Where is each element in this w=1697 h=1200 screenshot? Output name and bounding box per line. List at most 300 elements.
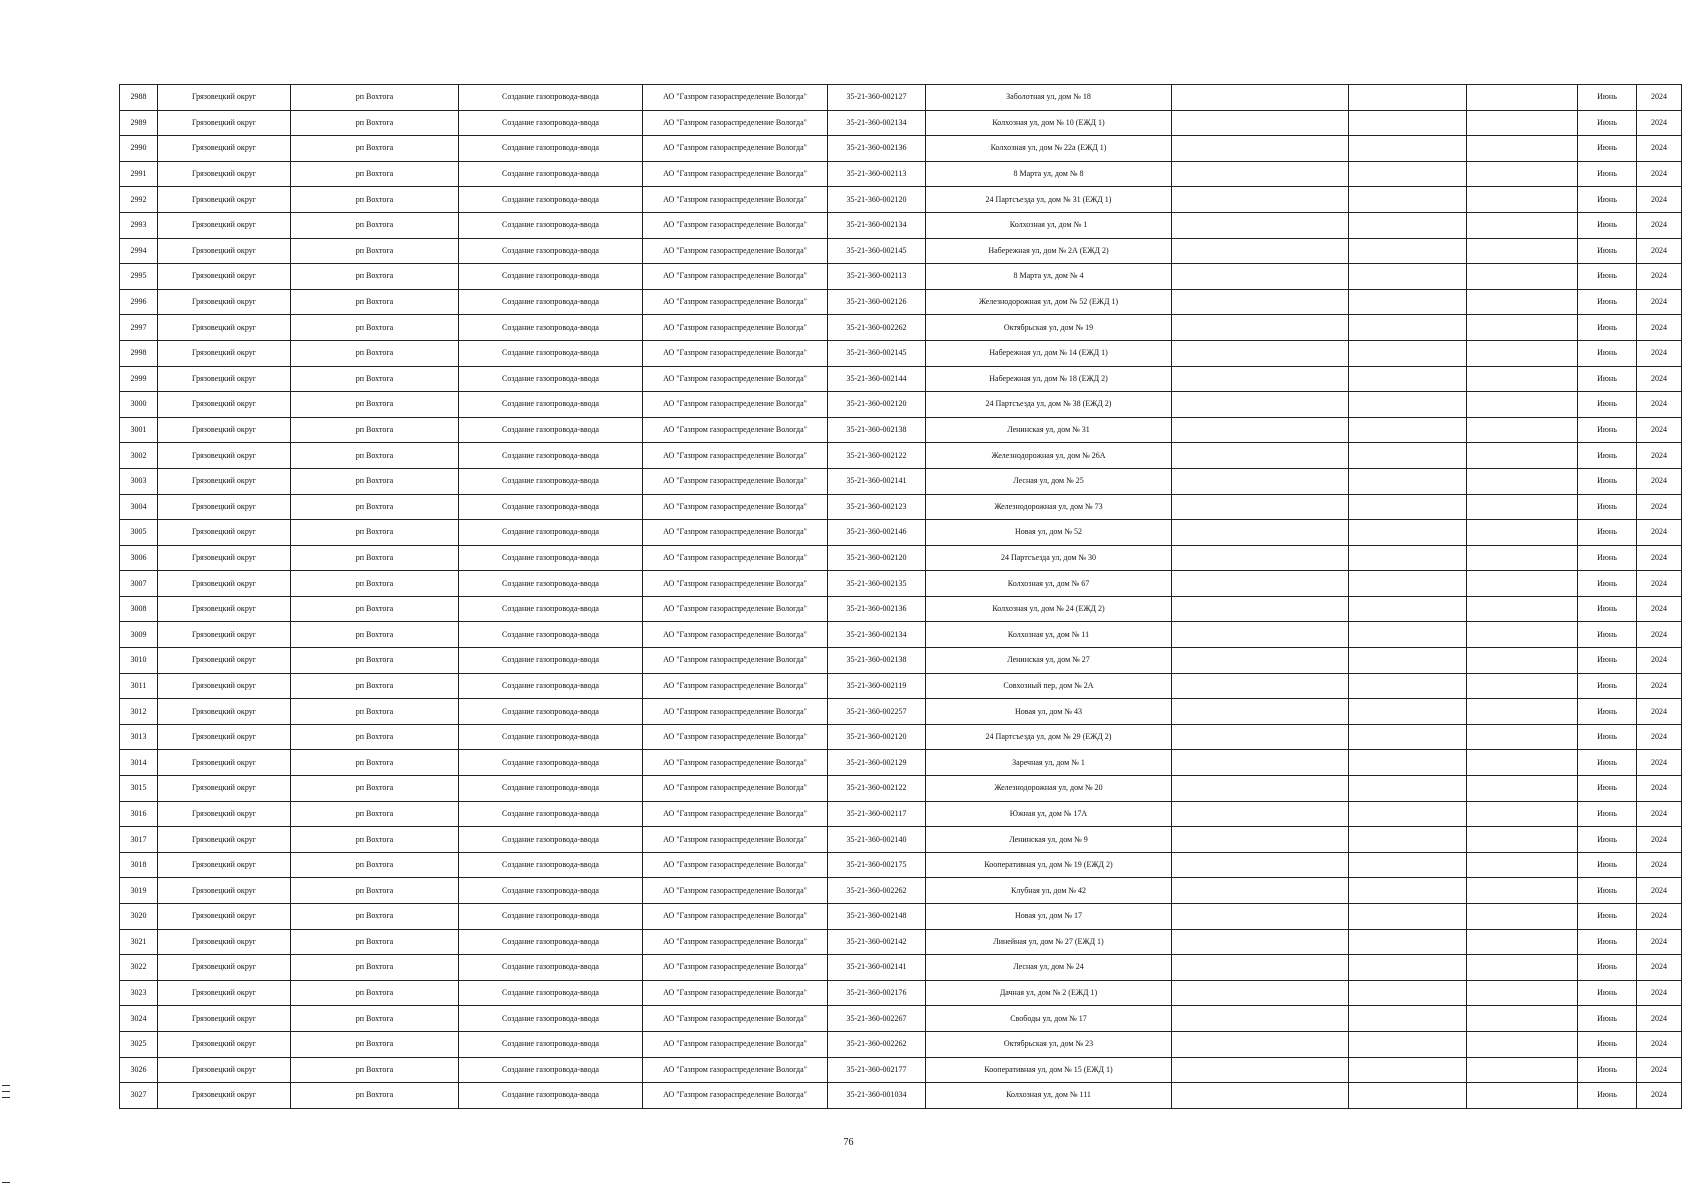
cell-registry-number: 35-21-360-002120	[828, 545, 926, 571]
cell-empty-col-1	[1172, 392, 1349, 418]
cell-row-number: 3006	[120, 545, 158, 571]
cell-registry-number: 35-21-360-002145	[828, 340, 926, 366]
cell-empty-col-2	[1349, 571, 1467, 597]
cell-settlement: рп Вохтога	[291, 980, 459, 1006]
cell-row-number: 3027	[120, 1083, 158, 1109]
cell-empty-col-2	[1349, 1031, 1467, 1057]
cell-organization: АО "Газпром газораспределение Вологда"	[643, 673, 828, 699]
cell-empty-col-2	[1349, 724, 1467, 750]
cell-month: Июнь	[1578, 827, 1637, 853]
cell-empty-col-1	[1172, 827, 1349, 853]
cell-district: Грязовецкий округ	[158, 494, 291, 520]
cell-empty-col-2	[1349, 136, 1467, 162]
cell-empty-col-3	[1467, 878, 1578, 904]
cell-district: Грязовецкий округ	[158, 212, 291, 238]
cell-organization: АО "Газпром газораспределение Вологда"	[643, 161, 828, 187]
cell-work-type: Создание газопровода-ввода	[459, 622, 643, 648]
cell-registry-number: 35-21-360-002177	[828, 1057, 926, 1083]
cell-settlement: рп Вохтога	[291, 392, 459, 418]
cell-empty-col-1	[1172, 622, 1349, 648]
cell-registry-number: 35-21-360-002122	[828, 443, 926, 469]
cell-empty-col-3	[1467, 852, 1578, 878]
cell-empty-col-1	[1172, 852, 1349, 878]
table-row	[120, 110, 1682, 136]
cell-year: 2024	[1637, 1057, 1682, 1083]
cell-district: Грязовецкий округ	[158, 520, 291, 546]
cell-district: Грязовецкий округ	[158, 904, 291, 930]
table-row	[120, 571, 1682, 597]
cell-year: 2024	[1637, 929, 1682, 955]
cell-month: Июнь	[1578, 264, 1637, 290]
cell-empty-col-2	[1349, 520, 1467, 546]
cell-row-number: 3016	[120, 801, 158, 827]
cell-address: Лесная ул, дом № 24	[926, 955, 1172, 981]
cell-row-number: 3023	[120, 980, 158, 1006]
cell-empty-col-2	[1349, 340, 1467, 366]
cell-settlement: рп Вохтога	[291, 520, 459, 546]
cell-row-number: 2989	[120, 110, 158, 136]
table-row	[120, 85, 1682, 111]
cell-year: 2024	[1637, 494, 1682, 520]
cell-empty-col-1	[1172, 264, 1349, 290]
cell-work-type: Создание газопровода-ввода	[459, 1031, 643, 1057]
cell-registry-number: 35-21-360-002176	[828, 980, 926, 1006]
cell-organization: АО "Газпром газораспределение Вологда"	[643, 1006, 828, 1032]
cell-registry-number: 35-21-360-002127	[828, 85, 926, 111]
cell-address: Новая ул, дом № 52	[926, 520, 1172, 546]
cell-settlement: рп Вохтога	[291, 571, 459, 597]
cell-address: Свободы ул, дом № 17	[926, 1006, 1172, 1032]
cell-row-number: 3019	[120, 878, 158, 904]
cell-settlement: рп Вохтога	[291, 468, 459, 494]
cell-empty-col-3	[1467, 443, 1578, 469]
cell-month: Июнь	[1578, 392, 1637, 418]
cell-organization: АО "Газпром газораспределение Вологда"	[643, 264, 828, 290]
cell-empty-col-2	[1349, 392, 1467, 418]
cell-registry-number: 35-21-360-002120	[828, 187, 926, 213]
cell-settlement: рп Вохтога	[291, 801, 459, 827]
cell-empty-col-1	[1172, 545, 1349, 571]
cell-year: 2024	[1637, 443, 1682, 469]
cell-empty-col-1	[1172, 750, 1349, 776]
cell-month: Июнь	[1578, 904, 1637, 930]
cell-empty-col-3	[1467, 1006, 1578, 1032]
scan-edge-mark	[2, 1091, 10, 1092]
table-row	[120, 1057, 1682, 1083]
cell-organization: АО "Газпром газораспределение Вологда"	[643, 622, 828, 648]
cell-district: Грязовецкий округ	[158, 161, 291, 187]
cell-empty-col-3	[1467, 622, 1578, 648]
cell-empty-col-2	[1349, 238, 1467, 264]
cell-work-type: Создание газопровода-ввода	[459, 724, 643, 750]
cell-empty-col-3	[1467, 648, 1578, 674]
cell-work-type: Создание газопровода-ввода	[459, 648, 643, 674]
scan-edge-mark	[2, 1182, 10, 1183]
cell-empty-col-2	[1349, 852, 1467, 878]
cell-empty-col-1	[1172, 596, 1349, 622]
cell-district: Грязовецкий округ	[158, 1057, 291, 1083]
table-row	[120, 494, 1682, 520]
cell-month: Июнь	[1578, 238, 1637, 264]
cell-work-type: Создание газопровода-ввода	[459, 443, 643, 469]
cell-empty-col-2	[1349, 417, 1467, 443]
cell-empty-col-3	[1467, 264, 1578, 290]
cell-empty-col-2	[1349, 622, 1467, 648]
cell-registry-number: 35-21-360-002138	[828, 417, 926, 443]
cell-row-number: 3010	[120, 648, 158, 674]
cell-empty-col-2	[1349, 596, 1467, 622]
cell-year: 2024	[1637, 417, 1682, 443]
cell-address: Заречная ул, дом № 1	[926, 750, 1172, 776]
cell-work-type: Создание газопровода-ввода	[459, 904, 643, 930]
cell-year: 2024	[1637, 1083, 1682, 1109]
cell-year: 2024	[1637, 340, 1682, 366]
cell-row-number: 3014	[120, 750, 158, 776]
cell-month: Июнь	[1578, 289, 1637, 315]
cell-month: Июнь	[1578, 212, 1637, 238]
cell-registry-number: 35-21-360-002134	[828, 212, 926, 238]
cell-address: Железнодорожная ул, дом № 73	[926, 494, 1172, 520]
cell-empty-col-3	[1467, 110, 1578, 136]
cell-month: Июнь	[1578, 724, 1637, 750]
cell-district: Грязовецкий округ	[158, 673, 291, 699]
cell-month: Июнь	[1578, 340, 1637, 366]
cell-empty-col-3	[1467, 468, 1578, 494]
cell-empty-col-3	[1467, 673, 1578, 699]
cell-empty-col-3	[1467, 801, 1578, 827]
cell-registry-number: 35-21-360-002136	[828, 596, 926, 622]
table-body	[120, 85, 1682, 1109]
cell-registry-number: 35-21-360-002113	[828, 161, 926, 187]
table-row	[120, 750, 1682, 776]
cell-row-number: 3007	[120, 571, 158, 597]
cell-address: Южная ул, дом № 17А	[926, 801, 1172, 827]
cell-registry-number: 35-21-360-002257	[828, 699, 926, 725]
cell-empty-col-1	[1172, 955, 1349, 981]
cell-registry-number: 35-21-360-002129	[828, 750, 926, 776]
cell-row-number: 2998	[120, 340, 158, 366]
cell-address: 24 Партсъезда ул, дом № 29 (ЕЖД 2)	[926, 724, 1172, 750]
cell-year: 2024	[1637, 724, 1682, 750]
cell-district: Грязовецкий округ	[158, 417, 291, 443]
cell-empty-col-1	[1172, 494, 1349, 520]
cell-work-type: Создание газопровода-ввода	[459, 878, 643, 904]
cell-month: Июнь	[1578, 136, 1637, 162]
cell-settlement: рп Вохтога	[291, 673, 459, 699]
cell-district: Грязовецкий округ	[158, 443, 291, 469]
cell-row-number: 3017	[120, 827, 158, 853]
cell-empty-col-3	[1467, 750, 1578, 776]
cell-district: Грязовецкий округ	[158, 110, 291, 136]
cell-organization: АО "Газпром газораспределение Вологда"	[643, 904, 828, 930]
cell-empty-col-1	[1172, 1057, 1349, 1083]
cell-empty-col-2	[1349, 827, 1467, 853]
cell-year: 2024	[1637, 520, 1682, 546]
cell-empty-col-3	[1467, 136, 1578, 162]
cell-registry-number: 35-21-360-002267	[828, 1006, 926, 1032]
cell-district: Грязовецкий округ	[158, 852, 291, 878]
gasification-schedule-table	[119, 84, 1682, 1109]
cell-month: Июнь	[1578, 801, 1637, 827]
cell-month: Июнь	[1578, 1057, 1637, 1083]
cell-row-number: 3021	[120, 929, 158, 955]
cell-year: 2024	[1637, 136, 1682, 162]
cell-district: Грязовецкий округ	[158, 468, 291, 494]
cell-organization: АО "Газпром газораспределение Вологда"	[643, 494, 828, 520]
cell-month: Июнь	[1578, 494, 1637, 520]
cell-district: Грязовецкий округ	[158, 699, 291, 725]
cell-address: Кооперативная ул, дом № 15 (ЕЖД 1)	[926, 1057, 1172, 1083]
cell-empty-col-2	[1349, 545, 1467, 571]
table-row	[120, 468, 1682, 494]
cell-empty-col-1	[1172, 1006, 1349, 1032]
cell-organization: АО "Газпром газораспределение Вологда"	[643, 699, 828, 725]
cell-empty-col-2	[1349, 1083, 1467, 1109]
cell-empty-col-2	[1349, 699, 1467, 725]
cell-work-type: Создание газопровода-ввода	[459, 85, 643, 111]
cell-registry-number: 35-21-360-002262	[828, 1031, 926, 1057]
cell-address: 24 Партсъезда ул, дом № 31 (ЕЖД 1)	[926, 187, 1172, 213]
cell-empty-col-1	[1172, 673, 1349, 699]
cell-empty-col-1	[1172, 776, 1349, 802]
cell-empty-col-2	[1349, 212, 1467, 238]
cell-row-number: 3013	[120, 724, 158, 750]
cell-settlement: рп Вохтога	[291, 596, 459, 622]
cell-month: Июнь	[1578, 110, 1637, 136]
cell-work-type: Создание газопровода-ввода	[459, 1083, 643, 1109]
cell-address: Лесная ул, дом № 25	[926, 468, 1172, 494]
cell-district: Грязовецкий округ	[158, 596, 291, 622]
cell-registry-number: 35-21-360-002117	[828, 801, 926, 827]
cell-address: Октябрьская ул, дом № 23	[926, 1031, 1172, 1057]
cell-empty-col-1	[1172, 340, 1349, 366]
cell-empty-col-3	[1467, 161, 1578, 187]
cell-registry-number: 35-21-360-002142	[828, 929, 926, 955]
cell-month: Июнь	[1578, 417, 1637, 443]
cell-settlement: рп Вохтога	[291, 1083, 459, 1109]
cell-registry-number: 35-21-360-002120	[828, 392, 926, 418]
cell-organization: АО "Газпром газораспределение Вологда"	[643, 545, 828, 571]
cell-empty-col-2	[1349, 904, 1467, 930]
cell-work-type: Создание газопровода-ввода	[459, 980, 643, 1006]
cell-work-type: Создание газопровода-ввода	[459, 187, 643, 213]
cell-row-number: 2990	[120, 136, 158, 162]
cell-year: 2024	[1637, 648, 1682, 674]
cell-registry-number: 35-21-360-002141	[828, 955, 926, 981]
cell-settlement: рп Вохтога	[291, 110, 459, 136]
cell-work-type: Создание газопровода-ввода	[459, 1006, 643, 1032]
cell-organization: АО "Газпром газораспределение Вологда"	[643, 136, 828, 162]
cell-work-type: Создание газопровода-ввода	[459, 571, 643, 597]
cell-organization: АО "Газпром газораспределение Вологда"	[643, 187, 828, 213]
cell-address: 24 Партсъезда ул, дом № 30	[926, 545, 1172, 571]
cell-address: Линейная ул, дом № 27 (ЕЖД 1)	[926, 929, 1172, 955]
cell-row-number: 3025	[120, 1031, 158, 1057]
cell-year: 2024	[1637, 955, 1682, 981]
cell-month: Июнь	[1578, 878, 1637, 904]
cell-district: Грязовецкий округ	[158, 571, 291, 597]
page-number: 76	[843, 1137, 854, 1148]
cell-month: Июнь	[1578, 929, 1637, 955]
cell-empty-col-1	[1172, 85, 1349, 111]
cell-year: 2024	[1637, 264, 1682, 290]
cell-district: Грязовецкий округ	[158, 827, 291, 853]
cell-empty-col-3	[1467, 417, 1578, 443]
cell-empty-col-2	[1349, 1006, 1467, 1032]
table-row	[120, 904, 1682, 930]
cell-address: Набережная ул, дом № 2А (ЕЖД 2)	[926, 238, 1172, 264]
cell-empty-col-2	[1349, 673, 1467, 699]
cell-empty-col-3	[1467, 1031, 1578, 1057]
cell-organization: АО "Газпром газораспределение Вологда"	[643, 648, 828, 674]
cell-empty-col-3	[1467, 315, 1578, 341]
cell-district: Грязовецкий округ	[158, 878, 291, 904]
cell-row-number: 3026	[120, 1057, 158, 1083]
cell-empty-col-1	[1172, 1083, 1349, 1109]
cell-address: 8 Марта ул, дом № 8	[926, 161, 1172, 187]
cell-organization: АО "Газпром газораспределение Вологда"	[643, 750, 828, 776]
table-row	[120, 417, 1682, 443]
cell-address: Октябрьская ул, дом № 19	[926, 315, 1172, 341]
cell-registry-number: 35-21-360-002122	[828, 776, 926, 802]
cell-settlement: рп Вохтога	[291, 264, 459, 290]
cell-row-number: 2999	[120, 366, 158, 392]
cell-year: 2024	[1637, 392, 1682, 418]
cell-empty-col-2	[1349, 110, 1467, 136]
cell-organization: АО "Газпром газораспределение Вологда"	[643, 827, 828, 853]
cell-organization: АО "Газпром газораспределение Вологда"	[643, 1057, 828, 1083]
cell-organization: АО "Газпром газораспределение Вологда"	[643, 724, 828, 750]
cell-work-type: Создание газопровода-ввода	[459, 315, 643, 341]
cell-empty-col-3	[1467, 1057, 1578, 1083]
cell-work-type: Создание газопровода-ввода	[459, 161, 643, 187]
cell-empty-col-2	[1349, 289, 1467, 315]
cell-work-type: Создание газопровода-ввода	[459, 264, 643, 290]
table-row	[120, 187, 1682, 213]
table-row	[120, 673, 1682, 699]
cell-empty-col-1	[1172, 289, 1349, 315]
cell-row-number: 2991	[120, 161, 158, 187]
table-row	[120, 699, 1682, 725]
cell-empty-col-2	[1349, 878, 1467, 904]
table-row	[120, 340, 1682, 366]
cell-empty-col-1	[1172, 801, 1349, 827]
cell-address: Железнодорожная ул, дом № 26А	[926, 443, 1172, 469]
cell-row-number: 3005	[120, 520, 158, 546]
cell-work-type: Создание газопровода-ввода	[459, 852, 643, 878]
cell-row-number: 3012	[120, 699, 158, 725]
cell-registry-number: 35-21-360-002141	[828, 468, 926, 494]
cell-empty-col-2	[1349, 366, 1467, 392]
cell-organization: АО "Газпром газораспределение Вологда"	[643, 110, 828, 136]
cell-registry-number: 35-21-360-002134	[828, 110, 926, 136]
cell-empty-col-1	[1172, 1031, 1349, 1057]
cell-empty-col-1	[1172, 904, 1349, 930]
cell-year: 2024	[1637, 289, 1682, 315]
cell-address: Набережная ул, дом № 14 (ЕЖД 1)	[926, 340, 1172, 366]
cell-district: Грязовецкий округ	[158, 238, 291, 264]
cell-year: 2024	[1637, 673, 1682, 699]
cell-registry-number: 35-21-360-002148	[828, 904, 926, 930]
table-row	[120, 776, 1682, 802]
cell-settlement: рп Вохтога	[291, 238, 459, 264]
cell-settlement: рп Вохтога	[291, 212, 459, 238]
cell-district: Грязовецкий округ	[158, 315, 291, 341]
cell-empty-col-1	[1172, 315, 1349, 341]
cell-empty-col-1	[1172, 468, 1349, 494]
cell-empty-col-1	[1172, 187, 1349, 213]
cell-work-type: Создание газопровода-ввода	[459, 110, 643, 136]
cell-address: Новая ул, дом № 43	[926, 699, 1172, 725]
cell-address: Железнодорожная ул, дом № 20	[926, 776, 1172, 802]
cell-organization: АО "Газпром газораспределение Вологда"	[643, 980, 828, 1006]
cell-year: 2024	[1637, 545, 1682, 571]
cell-row-number: 3015	[120, 776, 158, 802]
table-row	[120, 648, 1682, 674]
cell-district: Грязовецкий округ	[158, 648, 291, 674]
cell-row-number: 2996	[120, 289, 158, 315]
cell-organization: АО "Газпром газораспределение Вологда"	[643, 776, 828, 802]
cell-empty-col-1	[1172, 238, 1349, 264]
cell-address: Колхозная ул, дом № 111	[926, 1083, 1172, 1109]
cell-empty-col-1	[1172, 571, 1349, 597]
cell-address: Набережная ул, дом № 18 (ЕЖД 2)	[926, 366, 1172, 392]
cell-empty-col-3	[1467, 545, 1578, 571]
cell-empty-col-3	[1467, 904, 1578, 930]
cell-address: Колхозная ул, дом № 10 (ЕЖД 1)	[926, 110, 1172, 136]
cell-work-type: Создание газопровода-ввода	[459, 289, 643, 315]
cell-empty-col-2	[1349, 929, 1467, 955]
cell-empty-col-3	[1467, 392, 1578, 418]
cell-settlement: рп Вохтога	[291, 1006, 459, 1032]
cell-address: Клубная ул, дом № 42	[926, 878, 1172, 904]
cell-empty-col-1	[1172, 724, 1349, 750]
cell-month: Июнь	[1578, 699, 1637, 725]
table-row	[120, 929, 1682, 955]
cell-district: Грязовецкий округ	[158, 187, 291, 213]
cell-organization: АО "Газпром газораспределение Вологда"	[643, 1031, 828, 1057]
cell-empty-col-1	[1172, 366, 1349, 392]
cell-month: Июнь	[1578, 622, 1637, 648]
cell-district: Грязовецкий округ	[158, 724, 291, 750]
table-row	[120, 827, 1682, 853]
cell-settlement: рп Вохтога	[291, 340, 459, 366]
cell-empty-col-3	[1467, 520, 1578, 546]
cell-empty-col-3	[1467, 929, 1578, 955]
cell-year: 2024	[1637, 571, 1682, 597]
cell-row-number: 2992	[120, 187, 158, 213]
cell-month: Июнь	[1578, 980, 1637, 1006]
table-row	[120, 801, 1682, 827]
cell-row-number: 3003	[120, 468, 158, 494]
cell-year: 2024	[1637, 904, 1682, 930]
cell-settlement: рп Вохтога	[291, 1031, 459, 1057]
cell-empty-col-3	[1467, 187, 1578, 213]
cell-row-number: 2997	[120, 315, 158, 341]
cell-district: Грязовецкий округ	[158, 1031, 291, 1057]
cell-settlement: рп Вохтога	[291, 622, 459, 648]
cell-address: Колхозная ул, дом № 67	[926, 571, 1172, 597]
cell-year: 2024	[1637, 852, 1682, 878]
cell-registry-number: 35-21-360-002146	[828, 520, 926, 546]
table-row	[120, 596, 1682, 622]
cell-month: Июнь	[1578, 955, 1637, 981]
cell-district: Грязовецкий округ	[158, 750, 291, 776]
cell-year: 2024	[1637, 110, 1682, 136]
cell-row-number: 3004	[120, 494, 158, 520]
cell-empty-col-3	[1467, 340, 1578, 366]
cell-organization: АО "Газпром газораспределение Вологда"	[643, 929, 828, 955]
